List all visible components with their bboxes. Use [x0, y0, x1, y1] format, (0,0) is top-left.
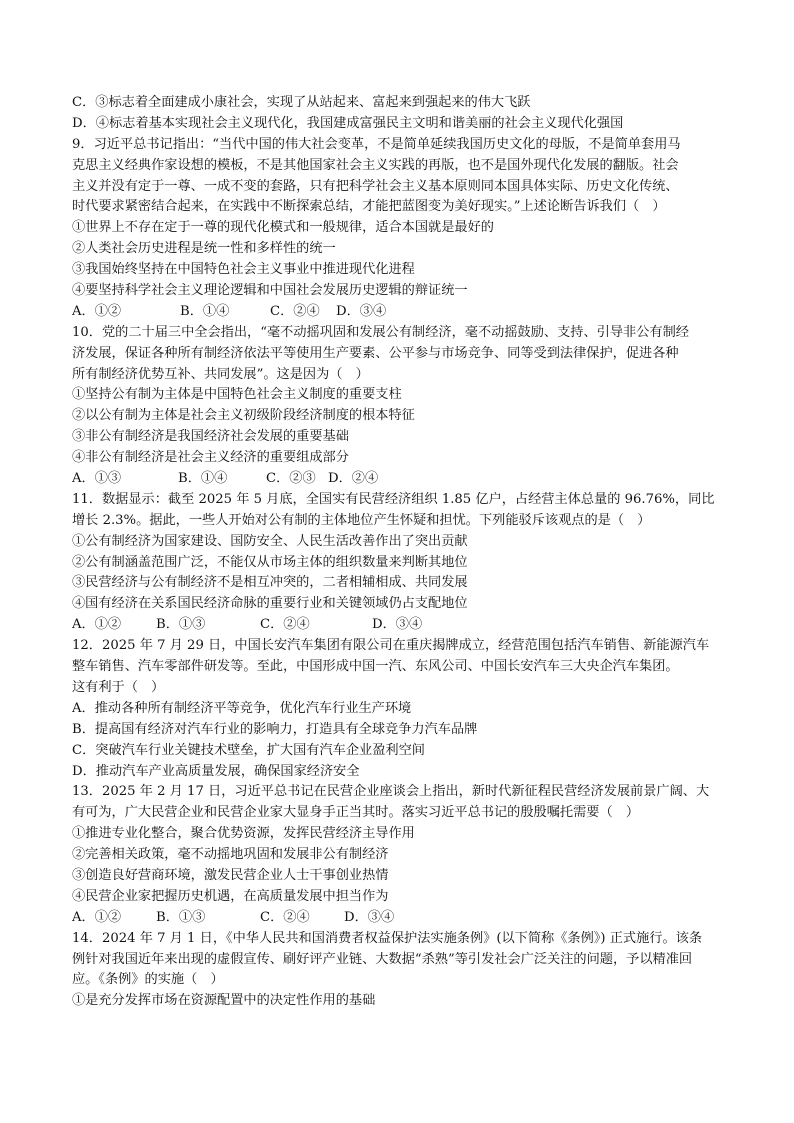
- q11-option-d: D．③④: [372, 617, 423, 633]
- page-content: [72, 93, 732, 1012]
- q9-stem-line: 主义并没有定于一尊、一成不变的套路，只有把科学社会主义基本原则同本国具体实际、历史文化传统、: [72, 178, 679, 194]
- q10-option-a: A．①③: [72, 471, 122, 487]
- q10-item-2: ②以公有制为主体是社会主义初级阶段经济制度的根本特征: [72, 408, 415, 424]
- q13-stem-line: 13．2025 年 2 月 17 日，习近平总书记在民营企业座谈会上指出，新时代新征程民营经济发展前景广阔、大: [72, 784, 710, 800]
- q13-option-c: C．②④: [260, 909, 310, 925]
- q10-option-d: D．②④: [328, 471, 379, 487]
- q9-stem-line: 9．习近平总书记指出：“当代中国的伟大社会变革，不是简单延续我国历史文化的母版，不是简单套用马: [72, 136, 681, 152]
- q13-option-d: D．③④: [344, 909, 395, 925]
- q9-option-a: A．①②: [72, 303, 122, 319]
- q12-choice-d: D．推动汽车产业高质量发展，确保国家经济安全: [72, 763, 360, 779]
- q10-item-4: ④非公有制经济是社会主义经济的重要组成部分: [72, 450, 349, 466]
- question-10: [72, 323, 732, 490]
- q13-options: [72, 908, 732, 929]
- q11-stem-line: 11．数据显示：截至 2025 年 5 月底，全国实有民营经济组织 1.85 亿户，占经营主体总量的 96.76%，同比: [72, 491, 715, 507]
- q9-options: [72, 302, 732, 323]
- q11-options: [72, 615, 732, 636]
- q9-option-b: B．①④: [180, 303, 230, 319]
- q11-option-b: B．①③: [156, 617, 206, 633]
- q11-stem-line: 增长 2.3%。据此，一些人开始对公有制的主体地位产生怀疑和担忧。下列能驳斥该观点的是（ ）: [72, 512, 651, 528]
- q10-stem-line: 10．党的二十届三中全会指出，“毫不动摇巩固和发展公有制经济，毫不动摇鼓励、支持、引导非公有制经: [72, 324, 689, 340]
- q11-option-a: A．①②: [72, 617, 122, 633]
- q8-choice-c: C．③标志着全面建成小康社会，实现了从站起来、富起来到强起来的伟大飞跃: [72, 95, 531, 110]
- q8-choice-d: D．④标志着基本实现社会主义现代化，我国建成富强民主文明和谐美丽的社会主义现代化强国: [72, 115, 624, 131]
- question-9: [72, 135, 732, 323]
- q13-item-2: ②完善相关政策，毫不动摇地巩固和发展非公有制经济: [72, 847, 389, 863]
- q12-choice-c: C．突破汽车行业关键技术壁垒，扩大国有汽车企业盈利空间: [72, 742, 425, 758]
- q9-item-2: ②人类社会历史进程是统一性和多样性的统一: [72, 241, 336, 257]
- q10-item-1: ①坚持公有制为主体是中国特色社会主义制度的重要支柱: [72, 387, 402, 403]
- q9-option-c: C．②④: [270, 303, 320, 319]
- q12-stem-line: 整车销售、汽车零部件研发等。至此，中国形成中国一汽、东风公司、中国长安汽车三大央企汽车集团。: [72, 659, 679, 675]
- q10-item-3: ③非公有制经济是我国经济社会发展的重要基础: [72, 429, 349, 445]
- q11-item-1: ①公有制经济为国家建设、国防安全、人民生活改善作出了突出贡献: [72, 533, 468, 549]
- q12-choice-b: B．提高国有经济对汽车行业的影响力，打造具有全球竞争力汽车品牌: [72, 721, 478, 737]
- q9-item-3: ③我国始终坚持在中国特色社会主义事业中推进现代化进程: [72, 262, 415, 278]
- question-14: [72, 929, 732, 1013]
- q11-item-2: ②公有制涵盖范围广泛，不能仅从市场主体的组织数量来判断其地位: [72, 554, 468, 570]
- question-12: [72, 636, 732, 782]
- q14-stem-line: 例针对我国近年来出现的虚假宣传、刷好评产业链、大数据“杀熟”等引发社会广泛关注的问题，予以精准回: [72, 951, 693, 967]
- q14-stem-line: 14．2024 年 7 月 1 日，《中华人民共和国消费者权益保护法实施条例》(以下简称《条例》) 正式施行。该条: [72, 930, 703, 946]
- q11-item-3: ③民营经济与公有制经济不是相互冲突的，二者相辅相成、共同发展: [72, 575, 468, 591]
- q11-option-c: C．②④: [260, 617, 310, 633]
- q10-stem-line: 所有制经济优势互补、共同发展”。这是因为（ ）: [72, 366, 369, 382]
- q10-option-b: B．①④: [178, 471, 228, 487]
- q10-option-c: C．②③: [266, 471, 316, 487]
- q13-option-a: A．①②: [72, 909, 122, 925]
- q13-item-4: ④民营企业家把握历史机遇，在高质量发展中担当作为: [72, 888, 389, 904]
- q11-item-4: ④国有经济在关系国民经济命脉的重要行业和关键领域仍占支配地位: [72, 596, 468, 612]
- question-13: [72, 782, 732, 928]
- q14-stem-line: 应。《条例》的实施（ ）: [72, 972, 224, 988]
- q14-item-1: ①是充分发挥市场在资源配置中的决定性作用的基础: [72, 993, 376, 1009]
- q13-item-1: ①推进专业化整合，聚合优势资源，发挥民营经济主导作用: [72, 826, 415, 842]
- q13-item-3: ③创造良好营商环境，激发民营企业人士干事创业热情: [72, 867, 389, 883]
- q13-stem-line: 有可为，广大民营企业和民营企业家大显身手正当其时。落实习近平总书记的殷殷嘱托需要（ ）: [72, 805, 640, 821]
- q12-stem-line: 12．2025 年 7 月 29 日，中国长安汽车集团有限公司在重庆揭牌成立，经营范围包括汽车销售、新能源汽车: [72, 638, 710, 654]
- q12-stem-line: 这有利于（ ）: [72, 679, 165, 695]
- q9-stem-line: 时代要求紧密结合起来，在实践中不断探索总结，才能把蓝图变为美好现实。”上述论断告诉我们（ ）: [72, 199, 666, 215]
- q12-choice-a: A．推动各种所有制经济平等竞争，优化汽车行业生产环境: [72, 700, 412, 716]
- q10-stem-line: 济发展，保证各种所有制经济依法平等使用生产要素、公平参与市场竞争、同等受到法律保护，促进各种: [72, 345, 679, 361]
- q9-stem-line: 克思主义经典作家设想的模板，不是其他国家社会主义实践的再版，也不是国外现代化发展的翻版。社会: [72, 157, 679, 173]
- q13-option-b: B．①③: [156, 909, 206, 925]
- q9-item-1: ①世界上不存在定于一尊的现代化模式和一般规律，适合本国就是最好的: [72, 220, 494, 236]
- question-11: [72, 490, 732, 636]
- q9-item-4: ④要坚持科学社会主义理论逻辑和中国社会发展历史逻辑的辩证统一: [72, 283, 468, 299]
- q9-option-d: D．③④: [336, 303, 387, 319]
- q10-options: [72, 469, 732, 490]
